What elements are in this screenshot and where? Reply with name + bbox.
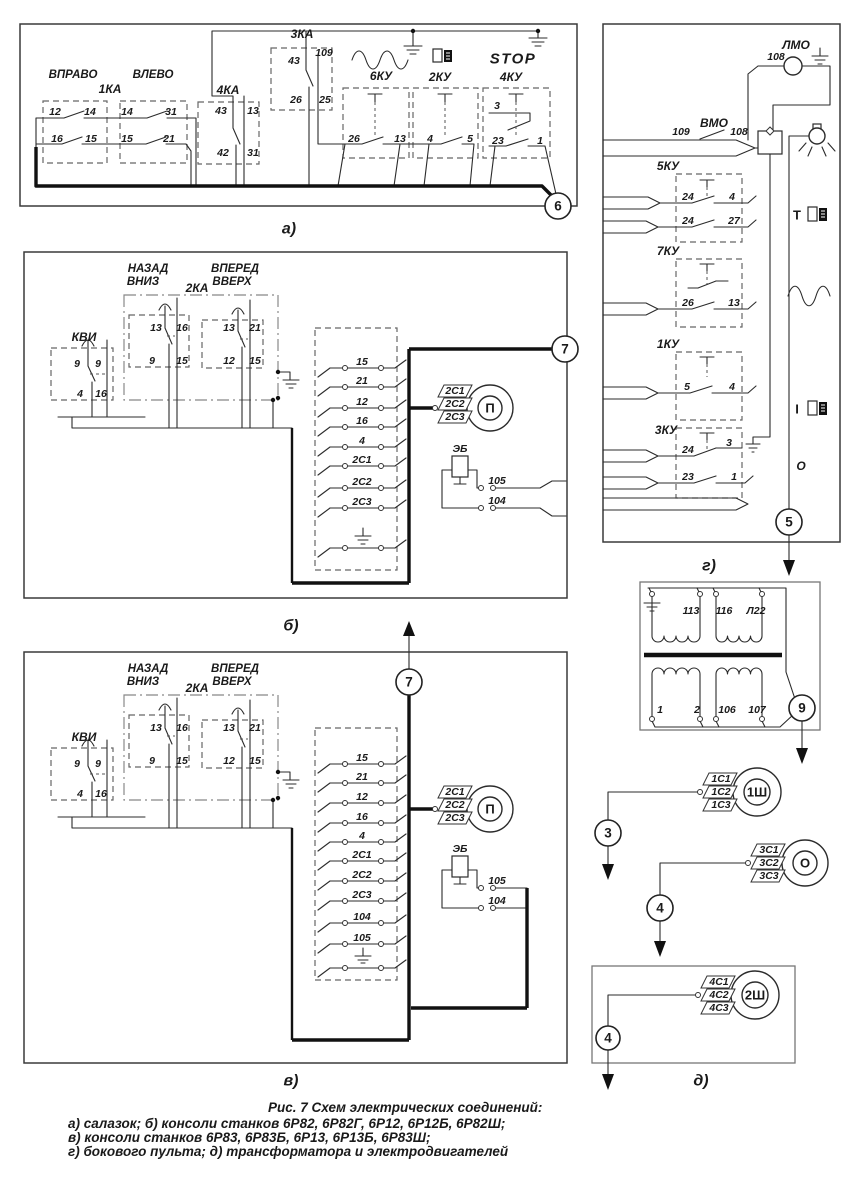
- a-bus-thick: [36, 147, 554, 198]
- b-label-kvi: КВИ: [71, 330, 97, 344]
- v-2ka-c16: 16: [176, 722, 188, 734]
- m-tag-4s1: 4С1: [709, 976, 729, 988]
- g-7ku-c26: 26: [682, 297, 694, 309]
- g-7ku-box: [676, 259, 742, 327]
- v-2ka-c15b: 15: [249, 755, 261, 767]
- v-junction-dot: [276, 796, 280, 800]
- caption-line-3: в) консоли станков 6Р83, 6Р83Б, 6Р13, 6Р13Б, 6Р83Ш;: [68, 1130, 431, 1145]
- b-ref-7: 7: [561, 341, 569, 357]
- t-ref-9: 9: [798, 700, 806, 716]
- b-2ka-c16: 16: [176, 322, 188, 334]
- g-3ku-c23: 23: [682, 471, 694, 483]
- a-3ka-c43: 43: [288, 55, 300, 67]
- t-term-113: 113: [682, 605, 700, 617]
- b-eb-105: 105: [488, 475, 506, 487]
- v-kvi-c9b: 9: [95, 758, 101, 770]
- v-tag-2s3: 2С3: [445, 812, 465, 824]
- b-2ka-c9: 9: [149, 355, 155, 367]
- v-strip-104: 104: [353, 911, 371, 923]
- a-1ka-c15b: 15: [121, 133, 133, 145]
- b-strip-16: 16: [356, 415, 368, 427]
- g-lmo-108: 108: [767, 51, 785, 63]
- section-g-side-panel-schematic: [603, 24, 840, 576]
- v-label-vpered: ВПЕРЕД: [211, 663, 259, 675]
- a-4ka-c13: 13: [247, 105, 259, 117]
- t-term-116: 116: [715, 605, 733, 617]
- v-kvi-c4: 4: [77, 788, 83, 800]
- b-2ka-c15b: 15: [249, 355, 261, 367]
- a-label-4ka: 4КА: [216, 83, 240, 97]
- g-3ku-box: [676, 428, 742, 498]
- a-junction-dot: [536, 29, 540, 33]
- b-eb-104: 104: [488, 495, 506, 507]
- b-strip-2s1: 2С1: [352, 454, 372, 466]
- v-eb-104: 104: [488, 895, 506, 907]
- m-motor-2sh: 2Ш: [744, 987, 766, 1003]
- g-label-lmo: ЛМО: [782, 38, 810, 52]
- b-2ka-c12: 12: [223, 355, 235, 367]
- b-junction-dot: [276, 370, 280, 374]
- b-section-label: б): [283, 617, 299, 635]
- b-kvi-c9a: 9: [74, 358, 80, 370]
- b-2ka-c15a: 15: [176, 355, 188, 367]
- a-4ku-c1: 1: [537, 135, 543, 147]
- v-arrow-up-icon: [403, 621, 415, 636]
- a-6ku-c13: 13: [394, 133, 406, 145]
- v-2ka-c13b: 13: [223, 722, 235, 734]
- m-motor-1sh: 1Ш: [746, 784, 768, 800]
- b-tag-2s2: 2С2: [445, 398, 465, 410]
- g-label-1ku: 1КУ: [656, 337, 680, 351]
- b-label-vniz: ВНИЗ: [126, 276, 160, 288]
- v-strip-2s3: 2С3: [352, 889, 372, 901]
- m-tag-4s2: 4С2: [709, 989, 729, 1001]
- a-label-6ku: 6КУ: [369, 69, 393, 83]
- v-strip-105: 105: [353, 932, 371, 944]
- g-3ku-c24: 24: [682, 444, 694, 456]
- v-2ka-c9: 9: [149, 755, 155, 767]
- b-junction-dot: [271, 398, 275, 402]
- g-spindle-icon-i-block: [819, 402, 827, 415]
- t-term-1: 1: [657, 704, 663, 716]
- v-tag-2s2: 2С2: [445, 799, 465, 811]
- b-eb-component: [452, 456, 468, 477]
- caption-line-2: а) салазок; б) консоли станков 6Р82, 6Р82Г, 6Р12, 6Р12Б, 6Р82Ш;: [68, 1116, 506, 1131]
- t-term-l22: Л22: [746, 605, 766, 617]
- caption-line-1: Рис. 7 Схем электрических соединений:: [268, 1100, 543, 1115]
- b-2ka-box: [124, 295, 278, 400]
- a-4ku-c3: 3: [494, 100, 500, 112]
- b-2ka-c13b: 13: [223, 322, 235, 334]
- b-label-eb: ЭБ: [452, 443, 468, 455]
- b-motor-letter: П: [485, 400, 495, 416]
- b-kvi-c16: 16: [95, 388, 107, 400]
- a-1ka-c12: 12: [49, 106, 61, 118]
- m-tag-1s3: 1С3: [711, 799, 731, 811]
- g-5ku-c24a: 24: [682, 191, 694, 203]
- b-2ka-c13a: 13: [150, 322, 162, 334]
- a-1ka-c16: 16: [51, 133, 63, 145]
- d-arrow-down-icon: [796, 748, 808, 764]
- m-motor-o: О: [799, 855, 811, 871]
- v-kvi-c16: 16: [95, 788, 107, 800]
- g-5ku-c24b: 24: [682, 215, 694, 227]
- a-spindle-icon: [433, 49, 442, 62]
- a-2ku-c4: 4: [427, 133, 433, 145]
- a-label-3ka: 3КА: [290, 27, 314, 41]
- a-ref-6: 6: [554, 198, 562, 214]
- v-2ka-box: [124, 695, 278, 800]
- v-label-eb: ЭБ: [452, 843, 468, 855]
- g-3ku-c3: 3: [726, 437, 732, 449]
- g-label-t: Т: [793, 207, 801, 223]
- a-4ka-c31: 31: [247, 147, 259, 159]
- t-term-106: 106: [718, 704, 736, 716]
- g-label-3ku: 3КУ: [654, 423, 678, 437]
- g-vmo-109: 109: [672, 126, 690, 138]
- v-strip-2s1: 2С1: [352, 849, 372, 861]
- v-label-vniz: ВНИЗ: [126, 676, 160, 688]
- m-tag-3s2: 3С2: [759, 857, 779, 869]
- v-tag-2s1: 2С1: [445, 786, 465, 798]
- v-2ka-c13a: 13: [150, 722, 162, 734]
- d-section-label: д): [693, 1072, 709, 1090]
- v-section-label: в): [283, 1072, 299, 1090]
- v-strip-15: 15: [356, 752, 368, 764]
- b-strip-21: 21: [356, 375, 368, 387]
- a-section-label: а): [281, 220, 297, 238]
- v-2ka-c21: 21: [249, 722, 261, 734]
- d-arrow-down-icon-3: [654, 941, 666, 957]
- g-5ku-c4: 4: [729, 191, 735, 203]
- a-4ku-c23: 23: [492, 135, 504, 147]
- figure-caption: [68, 1100, 542, 1159]
- v-strip-4: 4: [359, 830, 365, 842]
- section-b-console-schematic: [24, 252, 578, 598]
- g-section-label: г): [702, 557, 716, 575]
- g-label-5ku: 5КУ: [656, 159, 680, 173]
- a-3ka-c26: 26: [290, 94, 302, 106]
- b-strip-4: 4: [359, 435, 365, 447]
- d-arrow-down-icon-4: [602, 1074, 614, 1090]
- g-5ku-c27: 27: [728, 215, 740, 227]
- b-tag-2s3: 2С3: [445, 411, 465, 423]
- v-strip-12: 12: [356, 791, 368, 803]
- v-ref-7: 7: [405, 674, 413, 690]
- b-kvi-c4: 4: [77, 388, 83, 400]
- a-junction-dot: [411, 29, 415, 33]
- g-7ku-c13: 13: [728, 297, 740, 309]
- m-ref-4b: 4: [604, 1030, 612, 1046]
- d-arrow-down-icon-2: [602, 864, 614, 880]
- a-label-stop: STOP: [489, 50, 537, 68]
- m-tag-4s3: 4С3: [709, 1002, 729, 1014]
- g-signal-lamp-icon: [784, 57, 802, 75]
- b-tag-2s1: 2С1: [445, 385, 465, 397]
- m-tag-1s1: 1С1: [711, 773, 731, 785]
- v-kvi-c9a: 9: [74, 758, 80, 770]
- section-v-frame: [24, 652, 567, 1063]
- v-eb-component: [452, 856, 468, 877]
- b-strip-2s2: 2С2: [352, 476, 372, 488]
- a-label-vlevo: ВЛЕВО: [132, 69, 174, 81]
- m-ref-3: 3: [604, 825, 612, 841]
- a-1ka-c31: 31: [165, 106, 177, 118]
- t-term-107: 107: [748, 704, 766, 716]
- v-motor-letter: П: [485, 801, 495, 817]
- a-1ka-c15: 15: [85, 133, 97, 145]
- m-tag-3s1: 3С1: [759, 844, 779, 856]
- b-strip-12: 12: [356, 396, 368, 408]
- g-label-vmo: ВМО: [700, 116, 728, 130]
- g-label-7ku: 7КУ: [656, 244, 680, 258]
- g-label-i: I: [795, 401, 799, 417]
- a-1ka-c14: 14: [84, 106, 96, 118]
- a-2ku-c5: 5: [467, 133, 473, 145]
- g-spindle-icon-t-block: [819, 208, 827, 221]
- a-1ka-c14b: 14: [121, 106, 133, 118]
- g-arrow-down-icon: [783, 560, 795, 576]
- g-spindle-icon-t: [808, 207, 817, 221]
- b-2ka-c21: 21: [249, 322, 261, 334]
- g-3ku-c1: 1: [731, 471, 737, 483]
- a-4ka-c43: 43: [215, 105, 227, 117]
- b-label-2ka: 2КА: [185, 281, 209, 295]
- t-term-2: 2: [694, 704, 700, 716]
- a-4ka-c42: 42: [217, 147, 229, 159]
- b-junction-dot: [276, 396, 280, 400]
- v-label-2ka: 2КА: [185, 681, 209, 695]
- a-label-2ku: 2КУ: [428, 70, 452, 84]
- b-label-vverh: ВВЕРХ: [212, 276, 252, 288]
- g-ref-5: 5: [785, 514, 793, 530]
- a-label-4ku: 4КУ: [499, 70, 523, 84]
- v-label-nazad: НАЗАД: [127, 663, 169, 675]
- a-3ka-c109: 109: [315, 47, 333, 59]
- v-strip-2s2: 2С2: [352, 869, 372, 881]
- caption-line-4: г) бокового пульта; д) трансформатора и электродвигателей: [68, 1144, 509, 1159]
- b-strip-2s3: 2С3: [352, 496, 372, 508]
- section-v-console-schematic: [24, 621, 567, 1063]
- g-light-bulb-icon: [809, 128, 825, 144]
- g-spindle-icon-i: [808, 401, 817, 415]
- a-1ka-c21: 21: [163, 133, 175, 145]
- v-2ka-c12: 12: [223, 755, 235, 767]
- g-1ku-c5: 5: [684, 381, 690, 393]
- g-vmo-108: 108: [730, 126, 748, 138]
- a-label-1ka: 1КА: [98, 82, 122, 96]
- m-tag-3s3: 3С3: [759, 870, 779, 882]
- v-label-vverh: ВВЕРХ: [212, 676, 252, 688]
- v-bus-thick: [292, 695, 527, 1040]
- v-strip-21: 21: [356, 771, 368, 783]
- m-tag-1s2: 1С2: [711, 786, 731, 798]
- b-label-vpered: ВПЕРЕД: [211, 263, 259, 275]
- b-kvi-c9b: 9: [95, 358, 101, 370]
- m-ref-4: 4: [656, 900, 664, 916]
- v-junction-dot: [271, 798, 275, 802]
- a-3ka-c25: 25: [319, 94, 331, 106]
- b-label-nazad: НАЗАД: [127, 263, 169, 275]
- b-strip-15: 15: [356, 356, 368, 368]
- v-junction-dot: [276, 770, 280, 774]
- a-6ku-c26: 26: [348, 133, 360, 145]
- g-label-o: О: [796, 459, 806, 473]
- v-2ka-c15a: 15: [176, 755, 188, 767]
- v-strip-16: 16: [356, 811, 368, 823]
- g-5ku-box: [676, 174, 742, 242]
- g-1ku-c4: 4: [729, 381, 735, 393]
- v-label-kvi: КВИ: [71, 730, 97, 744]
- v-eb-105: 105: [488, 875, 506, 887]
- a-label-vpravo: ВПРАВО: [48, 69, 98, 81]
